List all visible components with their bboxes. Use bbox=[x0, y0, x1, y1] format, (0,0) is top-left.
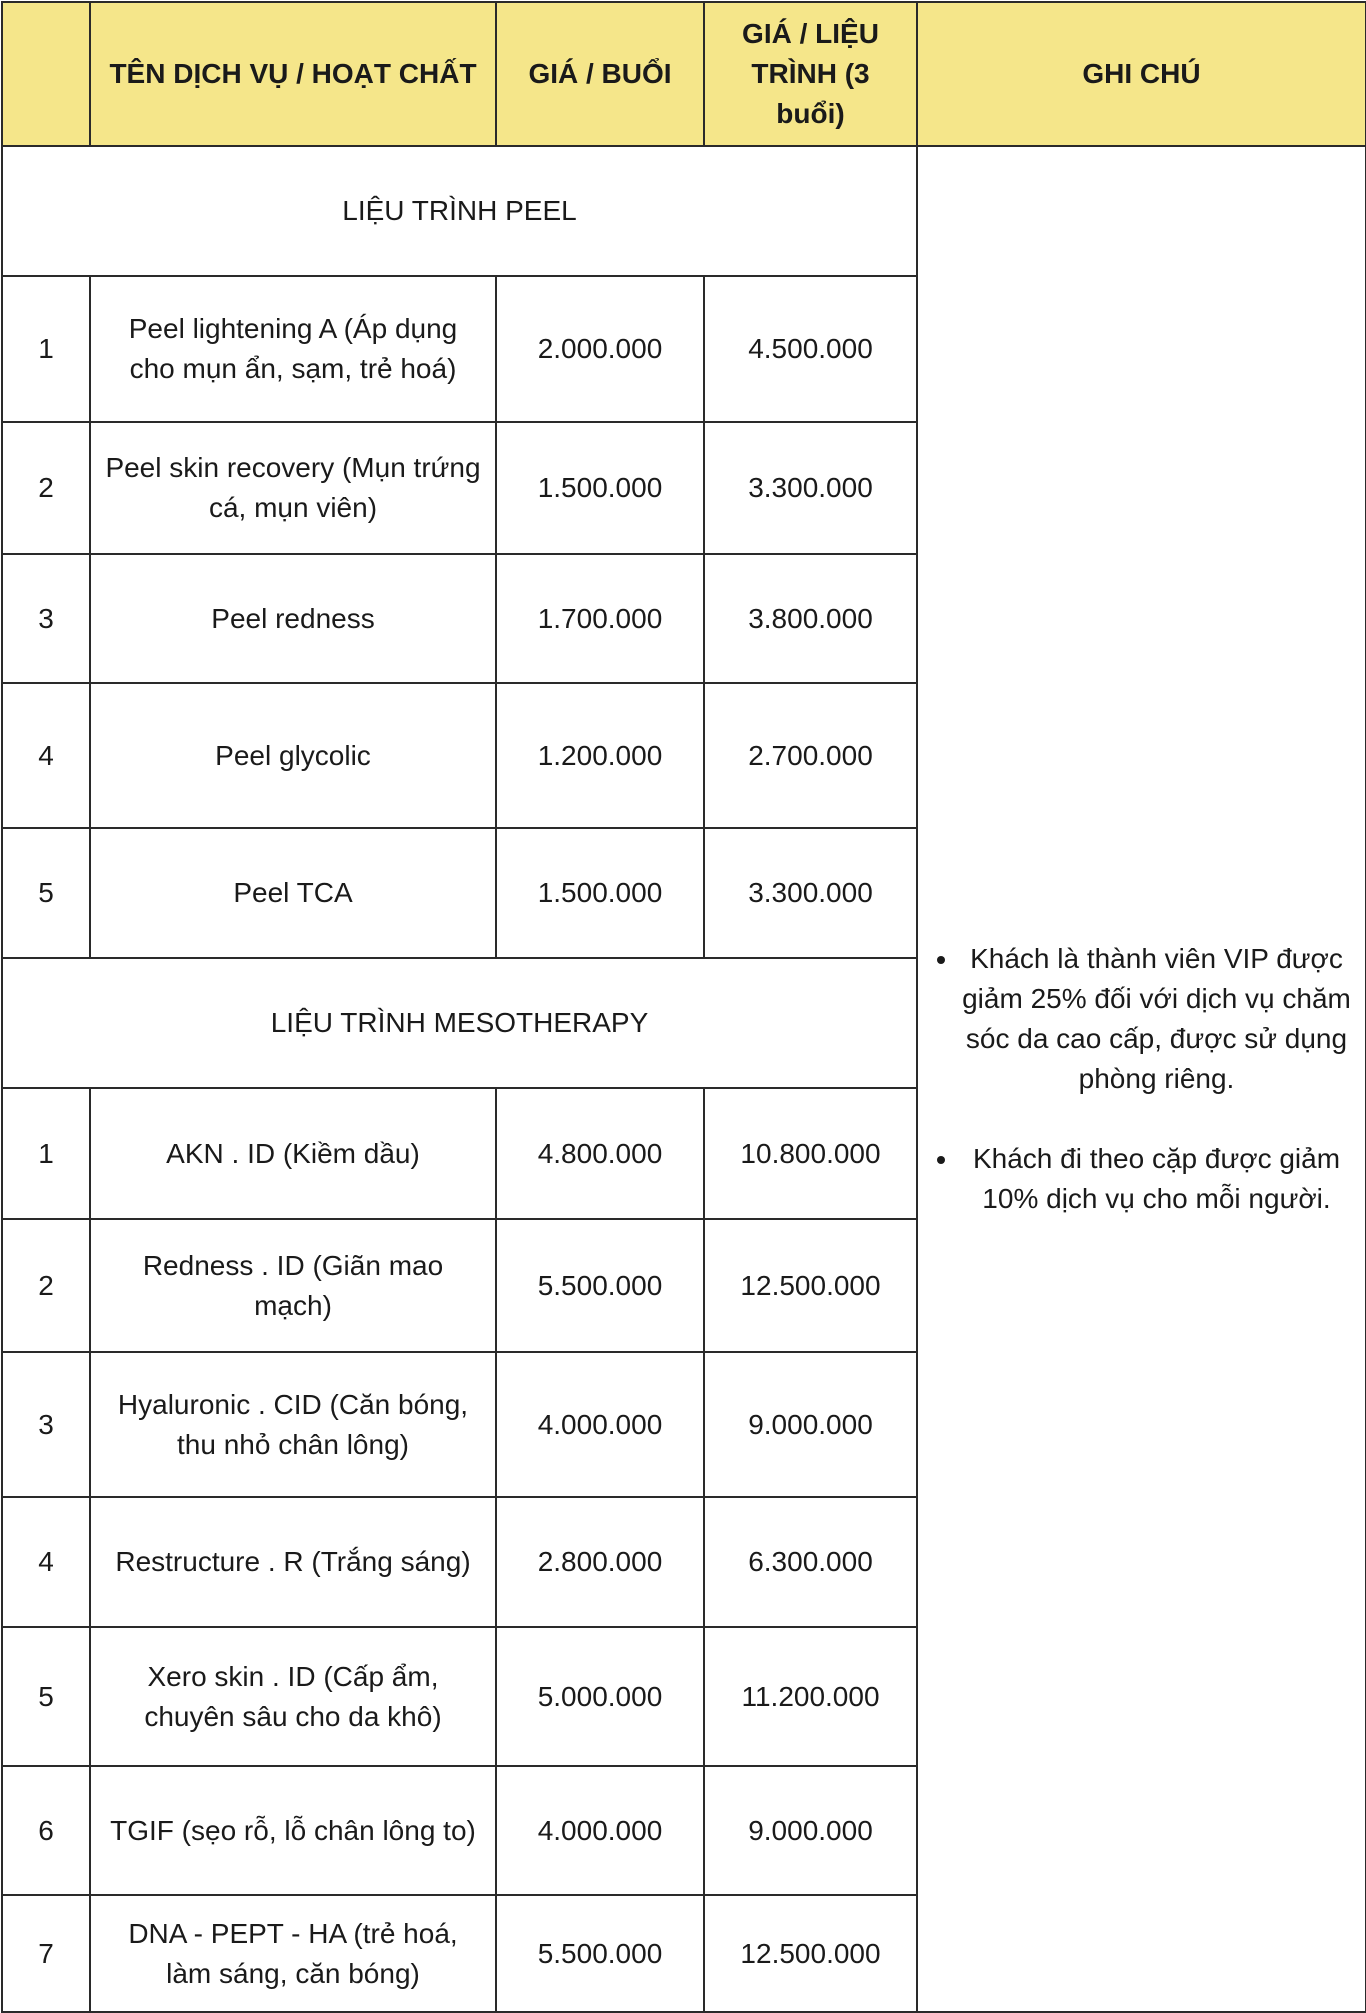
row-index: 5 bbox=[2, 828, 90, 958]
price-per-course: 2.700.000 bbox=[704, 683, 917, 828]
price-per-session: 1.700.000 bbox=[496, 554, 704, 683]
price-per-course: 6.300.000 bbox=[704, 1497, 917, 1627]
price-per-session: 1.500.000 bbox=[496, 828, 704, 958]
row-index: 3 bbox=[2, 1352, 90, 1497]
service-name: Peel redness bbox=[90, 554, 496, 683]
price-per-session: 1.500.000 bbox=[496, 422, 704, 554]
row-index: 1 bbox=[2, 276, 90, 422]
service-name: TGIF (sẹo rỗ, lỗ chân lông to) bbox=[90, 1766, 496, 1895]
section-title-peel: LIỆU TRÌNH PEEL bbox=[2, 146, 917, 276]
price-per-course: 3.300.000 bbox=[704, 422, 917, 554]
service-name: DNA - PEPT - HA (trẻ hoá, làm sáng, căn bóng) bbox=[90, 1895, 496, 2012]
row-index: 3 bbox=[2, 554, 90, 683]
row-index: 5 bbox=[2, 1627, 90, 1766]
price-per-course: 12.500.000 bbox=[704, 1219, 917, 1352]
note-item-vip: • Khách là thành viên VIP được giảm 25% đối với dịch vụ chăm sóc da cao cấp, được sử dụng phòng riêng. bbox=[960, 939, 1353, 1099]
service-name: Peel lightening A (Áp dụng cho mụn ẩn, sạm, trẻ hoá) bbox=[90, 276, 496, 422]
service-name: Peel TCA bbox=[90, 828, 496, 958]
price-per-session: 2.000.000 bbox=[496, 276, 704, 422]
price-per-course: 9.000.000 bbox=[704, 1352, 917, 1497]
service-name: Peel glycolic bbox=[90, 683, 496, 828]
row-index: 7 bbox=[2, 1895, 90, 2012]
price-per-course: 3.300.000 bbox=[704, 828, 917, 958]
row-index: 1 bbox=[2, 1088, 90, 1219]
price-per-course: 11.200.000 bbox=[704, 1627, 917, 1766]
service-name: Restructure . R (Trắng sáng) bbox=[90, 1497, 496, 1627]
price-table bbox=[1, 1, 1366, 2013]
header-price-per-session: GIÁ / BUỔI bbox=[496, 2, 704, 146]
price-per-course: 4.500.000 bbox=[704, 276, 917, 422]
price-per-session: 4.000.000 bbox=[496, 1352, 704, 1497]
note-item-couple: • Khách đi theo cặp được giảm 10% dịch vụ cho mỗi người. bbox=[960, 1139, 1353, 1219]
price-per-course: 3.800.000 bbox=[704, 554, 917, 683]
header-price-per-course: GIÁ / LIỆU TRÌNH (3 buổi) bbox=[704, 2, 917, 146]
price-per-session: 2.800.000 bbox=[496, 1497, 704, 1627]
service-name: Peel skin recovery (Mụn trứng cá, mụn viên) bbox=[90, 422, 496, 554]
price-per-session: 1.200.000 bbox=[496, 683, 704, 828]
price-per-session: 4.800.000 bbox=[496, 1088, 704, 1219]
price-per-session: 4.000.000 bbox=[496, 1766, 704, 1895]
section-title-mesotherapy: LIỆU TRÌNH MESOTHERAPY bbox=[2, 958, 917, 1088]
price-per-session: 5.500.000 bbox=[496, 1895, 704, 2012]
price-per-session: 5.000.000 bbox=[496, 1627, 704, 1766]
header-index bbox=[2, 2, 90, 146]
notes-cell bbox=[917, 146, 1366, 2012]
header-service-name: TÊN DỊCH VỤ / HOẠT CHẤT bbox=[90, 2, 496, 146]
service-name: Hyaluronic . CID (Căn bóng, thu nhỏ chân lông) bbox=[90, 1352, 496, 1497]
header-row bbox=[2, 2, 1366, 146]
service-name: Redness . ID (Giãn mao mạch) bbox=[90, 1219, 496, 1352]
price-per-course: 10.800.000 bbox=[704, 1088, 917, 1219]
row-index: 2 bbox=[2, 422, 90, 554]
service-name: Xero skin . ID (Cấp ẩm, chuyên sâu cho da khô) bbox=[90, 1627, 496, 1766]
service-name: AKN . ID (Kiềm dầu) bbox=[90, 1088, 496, 1219]
row-index: 6 bbox=[2, 1766, 90, 1895]
price-per-session: 5.500.000 bbox=[496, 1219, 704, 1352]
section-row-peel bbox=[2, 146, 1366, 276]
row-index: 2 bbox=[2, 1219, 90, 1352]
notes-list bbox=[930, 939, 1353, 1219]
price-per-course: 12.500.000 bbox=[704, 1895, 917, 2012]
row-index: 4 bbox=[2, 1497, 90, 1627]
header-notes: GHI CHÚ bbox=[917, 2, 1366, 146]
row-index: 4 bbox=[2, 683, 90, 828]
price-per-course: 9.000.000 bbox=[704, 1766, 917, 1895]
